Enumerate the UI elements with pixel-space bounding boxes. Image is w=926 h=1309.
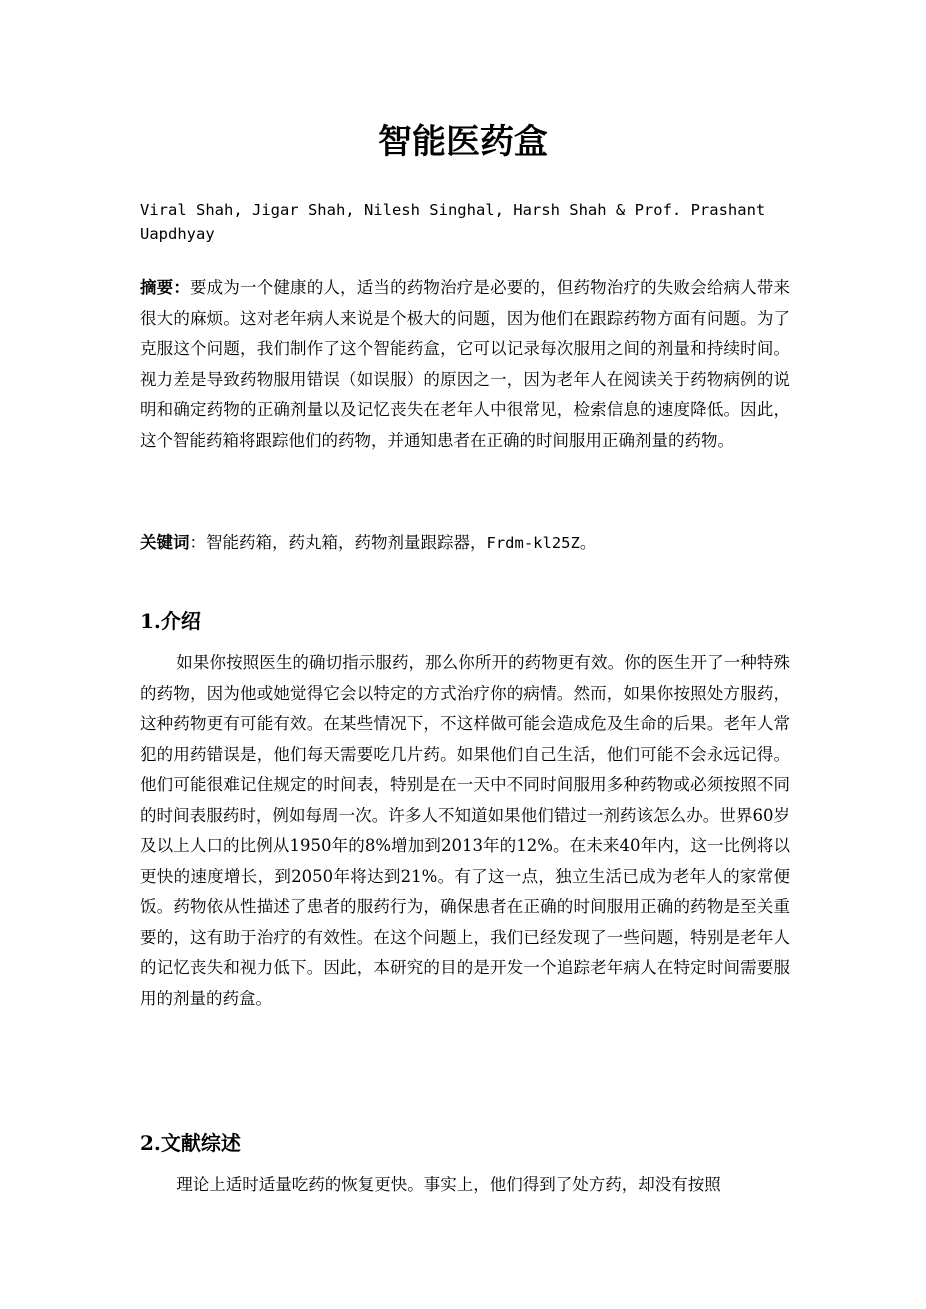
keywords-end: 。 xyxy=(579,533,597,552)
section-body-introduction: 如果你按照医生的确切指示服药，那么你所开的药物更有效。你的医生开了一种特殊的药物，因为他或她觉得它会以特定的方式治疗你的病情。然而，如果你按照处方服药，这种药物更有可能有效。在某些情况下，不这样做可能会造成危及生命的后果。老年人常犯的用药错误是，他们每天需要吃几片药。如果他们自己生活，他们可能不会永远记得。他们可能很难记住规定的时间表，特别是在一天中不同时间服用多种药物或必须按照不同的时间表服药时，例如每周一次。许多人不知道如果他们错过一剂药该怎么办。世界60岁及以上人口的比例从1950年的8%增加到2013年的12%。在未来40年内，这一比例将以更快的速度增长，到2050年将达到21%。有了这一点，独立生活已成为老年人的家常便饭。药物依从性描述了患者的服药行为，确保患者在正确的时间服用正确的药物是至关重要的，这有助于治疗的有效性。在这个问题上，我们已经发现了一些问题，特别是老年人的记忆丧失和视力低下。因此，本研究的目的是开发一个追踪老年病人在特定时间需要服用的剂量的药盒。 xyxy=(140,653,790,1008)
keywords-board-name: Frdm-kl25Z xyxy=(486,534,580,552)
section-heading-introduction: 1.介绍 xyxy=(140,609,201,633)
section-body-literature-review: 理论上适时适量吃药的恢复更快。事实上，他们得到了处方药，却没有按照 xyxy=(176,1175,721,1194)
abstract-label: 摘要： xyxy=(140,278,191,297)
section-heading-literature-review: 2.文献综述 xyxy=(140,1131,241,1155)
abstract xyxy=(140,273,790,456)
keywords-label: 关键词 xyxy=(140,533,190,552)
paper-title: 智能医药盒 xyxy=(378,122,548,162)
keywords xyxy=(140,528,790,559)
keywords-separator: ： xyxy=(189,533,206,552)
author-list: Viral Shah, Jigar Shah, Nilesh Singhal, Harsh Shah & Prof. Prashant Uapdhyay xyxy=(140,201,766,243)
abstract-text: 要成为一个健康的人，适当的药物治疗是必要的，但药物治疗的失败会给病人带来很大的麻烦。这对老年病人来说是个极大的问题，因为他们在跟踪药物方面有问题。为了克服这个问题，我们制作了这个智能药盒，它可以记录每次服用之间的剂量和持续时间。视力差是导致药物服用错误（如误服）的原因之一，因为老年人在阅读关于药物病例的说明和确定药物的正确剂量以及记忆丧失在老年人中很常见，检索信息的速度降低。因此，这个智能药箱将跟踪他们的药物，并通知患者在正确的时间服用正确剂量的药物。 xyxy=(140,278,791,450)
keywords-text: 智能药箱，药丸箱，药物剂量跟踪器， xyxy=(206,533,487,552)
